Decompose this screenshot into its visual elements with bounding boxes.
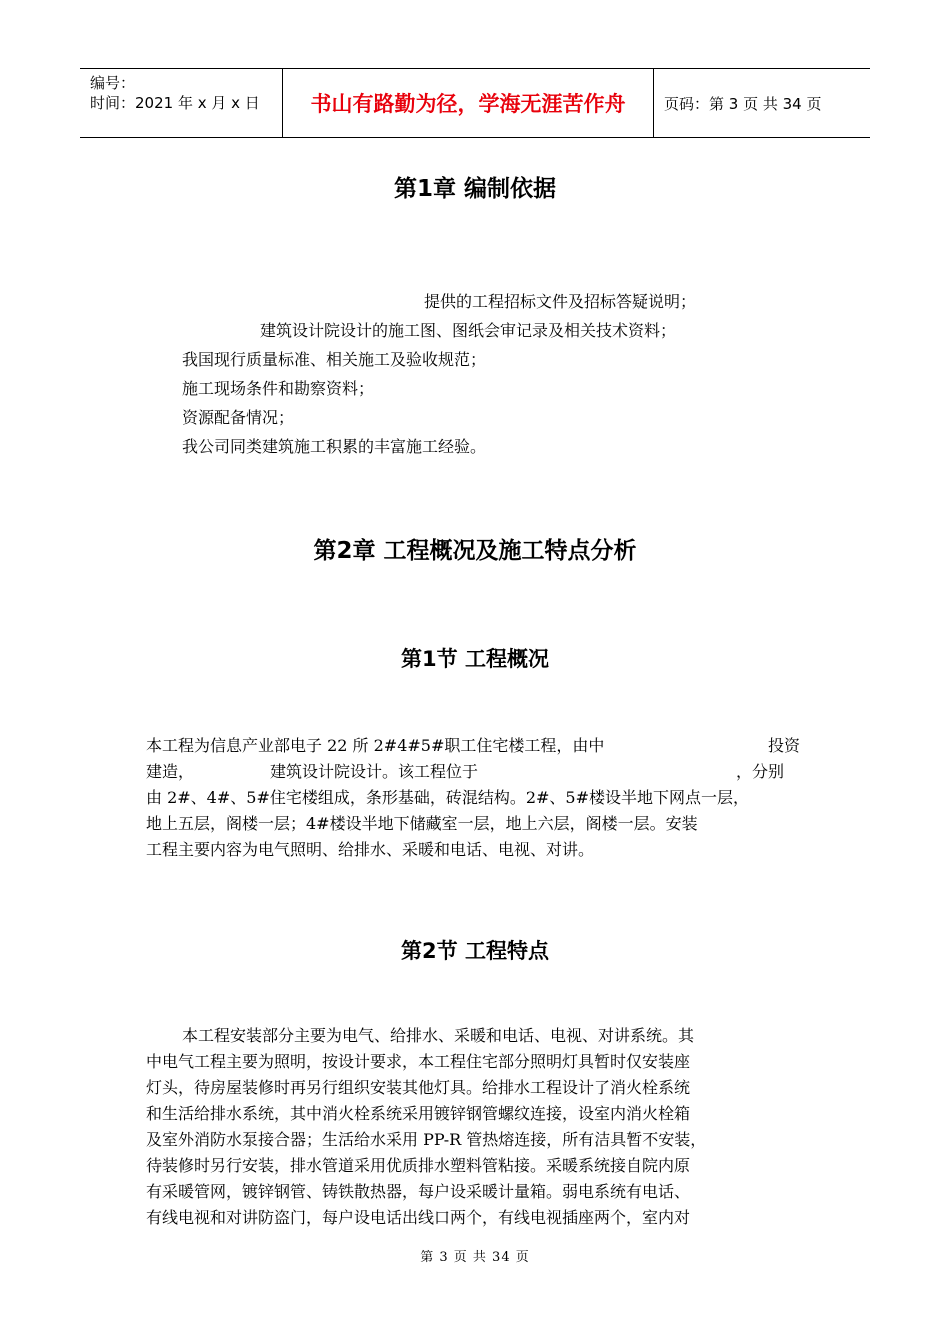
overview-line: 建造， — [146, 762, 195, 781]
features-line: 待装修时另行安装，排水管道采用优质排水塑料管粘接。采暖系统接自院内原 — [146, 1156, 691, 1175]
features-line: 中电气工程主要为照明，按设计要求，本工程住宅部分照明灯具暂时仅安装座 — [146, 1052, 691, 1071]
header-time: 时间：2021 年 x 月 x 日 — [90, 94, 260, 112]
chapter-1-title: 第1章 编制依据 — [393, 176, 556, 202]
overview-line: 建筑设计院设计。该工程位于 — [270, 762, 479, 781]
overview-line: 投资 — [768, 736, 801, 755]
header-motto: 书山有路勤为径，学海无涯苦作舟 — [282, 69, 654, 137]
basis-item: 施工现场条件和勘察资料； — [182, 379, 375, 398]
page-header — [80, 68, 870, 138]
features-line: 和生活给排水系统，其中消火栓系统采用镀锌钢管螺纹连接，设室内消火栓箱 — [146, 1104, 691, 1123]
overview-line: 由 2#、4#、5#住宅楼组成，条形基础，砖混结构。2#、5#楼设半地下网点一层， — [146, 788, 750, 807]
basis-item: 建筑设计院设计的施工图、图纸会审记录及相关技术资料； — [260, 321, 677, 340]
features-line: 本工程安装部分主要为电气、给排水、采暖和电话、电视、对讲系统。其 — [182, 1026, 695, 1045]
header-number: 编号： — [90, 74, 136, 92]
basis-item: 我国现行质量标准、相关施工及验收规范； — [182, 350, 487, 369]
features-line: 有采暖管网，镀锌钢管、铸铁散热器，每户设采暖计量箱。弱电系统有电话、 — [146, 1182, 691, 1201]
page-footer: 第 3 页 共 34 页 — [420, 1250, 530, 1265]
basis-item: 我公司同类建筑施工积累的丰富施工经验。 — [182, 437, 487, 456]
section-1-title: 第1节 工程概况 — [401, 647, 549, 671]
features-line: 及室外消防水泵接合器；生活给水采用 PP-R 管热熔连接，所有洁具暂不安装， — [146, 1130, 707, 1149]
chapter-2-title: 第2章 工程概况及施工特点分析 — [313, 538, 637, 564]
overview-line: 本工程为信息产业部电子 22 所 2#4#5#职工住宅楼工程，由中 — [146, 736, 605, 755]
features-line: 有线电视和对讲防盗门，每户设电话出线口两个，有线电视插座两个，室内对 — [146, 1208, 691, 1227]
overview-line: 地上五层，阁楼一层；4#楼设半地下储藏室一层，地上六层，阁楼一层。安装 — [146, 814, 698, 833]
overview-line: 工程主要内容为电气照明、给排水、采暖和电话、电视、对讲。 — [146, 840, 595, 859]
overview-line: ，分别 — [736, 762, 785, 781]
basis-item: 提供的工程招标文件及招标答疑说明； — [424, 292, 697, 311]
section-2-title: 第2节 工程特点 — [401, 939, 549, 963]
header-page-info: 页码：第 3 页 共 34 页 — [664, 94, 822, 113]
basis-item: 资源配备情况； — [182, 408, 295, 427]
header-left-cell — [80, 69, 282, 137]
features-line: 灯头，待房屋装修时再另行组织安装其他灯具。给排水工程设计了消火栓系统 — [146, 1078, 691, 1097]
